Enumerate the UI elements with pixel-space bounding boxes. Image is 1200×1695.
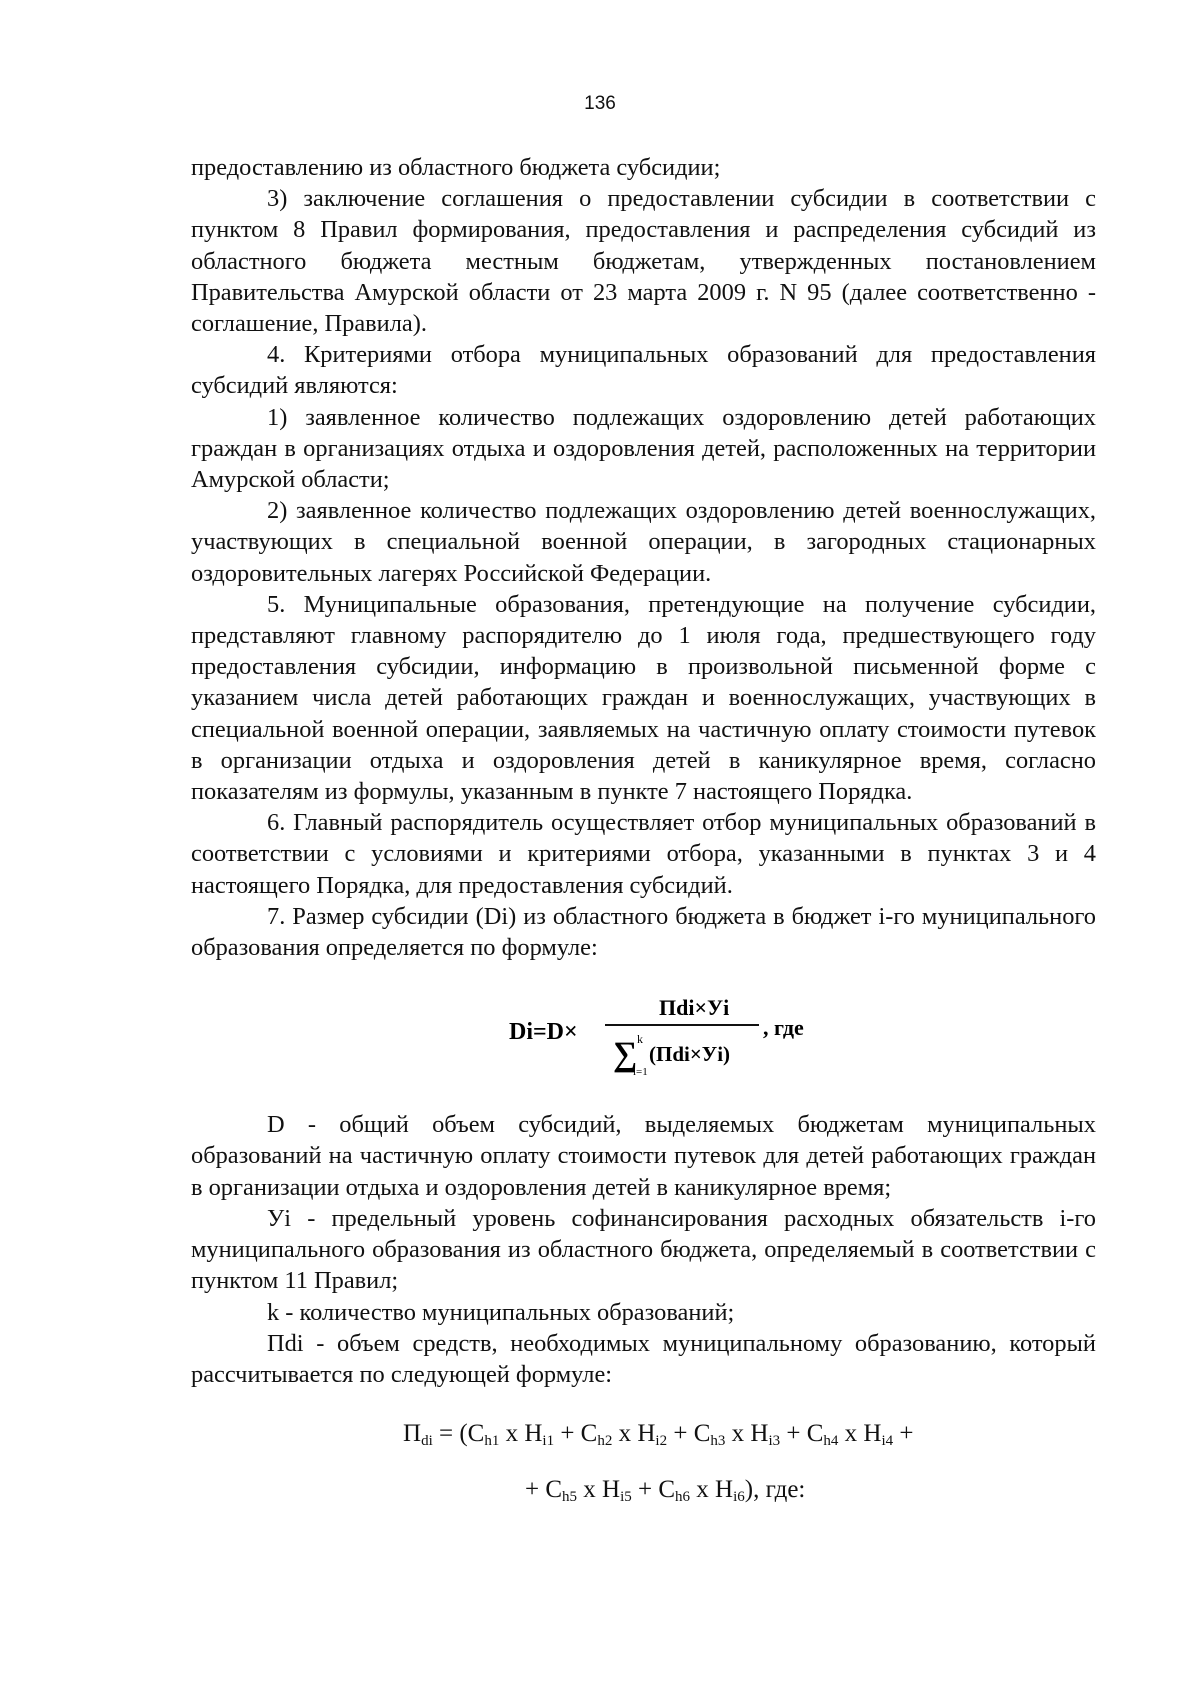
formula-term: x H — [725, 1420, 769, 1448]
sum-sign-icon: ∑ — [613, 1036, 638, 1074]
formula-term: П — [403, 1420, 422, 1448]
formula-subscript: i5 — [620, 1489, 632, 1506]
document-body — [191, 152, 1096, 1558]
sum-upper-limit: k — [637, 1032, 643, 1047]
paragraph: 5. Муниципальные образования, претендующие на получение субсидии, представляют главному распорядителю до 1 июля года, предшествующего году предоставления субсидии, информацию в произвольной письменной форме с указанием числа детей работающих граждан и военнослужащих, участвующих в специальной военной операции, заявляемых на частичную оплату стоимости путевок в организации отдыха и оздоровления детей в каникулярное время, согласно показателям из формулы, указанным в пункте 7 настоящего Порядка. — [191, 590, 1096, 806]
formula-term: + — [893, 1420, 914, 1448]
paragraph: 3) заключение соглашения о предоставлении субсидии в соответствии с пунктом 8 Правил формирования, предоставления и распределения субсидий из областного бюджета местным бюджетам, утвержденных постановлением Правительства Амурской области от 23 марта 2009 г. N 95 (далее соответственно - соглашение, Правила). — [191, 185, 1096, 338]
formula-suffix: , где — [763, 1015, 804, 1041]
formula-term: + C — [631, 1476, 676, 1504]
paragraph: 6. Главный распорядитель осуществляет отбор муниципальных образований в соответствии с условиями и критериями отбора, указанными в пунктах 3 и 4 настоящего Порядка, для предоставления субсидий. — [191, 809, 1096, 899]
formula-subscript: h4 — [823, 1433, 839, 1450]
formula-numerator: Пdi×Уi — [659, 995, 730, 1021]
formula-subscript: h1 — [484, 1433, 500, 1450]
formula-term: x H — [612, 1420, 656, 1448]
pdi-formula-line-1 — [403, 1418, 913, 1449]
formula-term: x H — [838, 1420, 882, 1448]
paragraph: 4. Критериями отбора муниципальных образований для предоставления субсидий являются: — [191, 341, 1096, 400]
paragraph: 7. Размер субсидии (Di) из областного бюджета в бюджет i-го муниципального образования определяется по формуле: — [191, 902, 1096, 962]
formula-term: = (C — [432, 1420, 485, 1448]
formula-term: ), где: — [744, 1476, 806, 1504]
formula-subscript: di — [421, 1433, 433, 1450]
paragraph: Уi - предельный уровень софинансирования расходных обязательств i-го муниципального образования из областного бюджета, определяемый в соответствии с пунктом 11 Правил; — [191, 1204, 1096, 1295]
formula-term: x H — [690, 1476, 734, 1504]
formula-subscript: i2 — [655, 1433, 668, 1450]
sum-lower-limit: i=1 — [633, 1066, 648, 1079]
formula-term: + C — [667, 1420, 711, 1448]
formula-term: x H — [499, 1420, 543, 1448]
paragraph: Пdi - объем средств, необходимых муниципальному образованию, который рассчитывается по следующей формуле: — [191, 1329, 1096, 1388]
formula-subscript: h5 — [562, 1489, 578, 1506]
paragraph: k - количество муниципальных образований; — [267, 1298, 735, 1326]
pdi-formula-line-2 — [525, 1474, 805, 1505]
formula-term: + C — [525, 1476, 563, 1504]
paragraph: D - общий объем субсидий, выделяемых бюджетам муниципальных образований на частичную оплату стоимости путевок для детей работающих граждан в организации отдыха и оздоровления детей в каникулярное время; — [191, 1111, 1096, 1201]
subsidy-formula — [191, 985, 1096, 1079]
formula-denominator: (Пdi×Уi) — [649, 1042, 731, 1067]
pdi-formula — [191, 1418, 1096, 1558]
paragraphs-bottom — [191, 1109, 1096, 1390]
formula-subscript: h2 — [597, 1433, 613, 1450]
formula-term: + C — [554, 1420, 598, 1448]
paragraph: 2) заявленное количество подлежащих оздоровлению детей военнослужащих, участвующих в специальной военной операции, в загородных стационарных оздоровительных лагерях Российской Федерации. — [191, 497, 1096, 587]
page-number: 136 — [584, 93, 616, 114]
formula-subscript: h6 — [675, 1489, 691, 1506]
formula-subscript: i4 — [881, 1433, 894, 1450]
formula-subscript: i6 — [733, 1489, 745, 1506]
formula-subscript: h3 — [710, 1433, 726, 1450]
paragraph: 1) заявленное количество подлежащих оздоровлению детей работающих граждан в организациях отдыха и оздоровления детей, расположенных на территории Амурской области; — [191, 403, 1096, 494]
paragraph: предоставлению из областного бюджета субсидии; — [191, 154, 721, 181]
paragraphs-top — [191, 152, 1096, 963]
formula-subscript: i3 — [768, 1433, 781, 1450]
formula-lhs: Di=D× — [509, 1019, 578, 1046]
formula-term: x H — [577, 1476, 621, 1504]
subsidy-formula-graphic — [509, 985, 839, 1079]
formula-subscript: i1 — [542, 1433, 555, 1450]
formula-term: + C — [780, 1420, 824, 1448]
